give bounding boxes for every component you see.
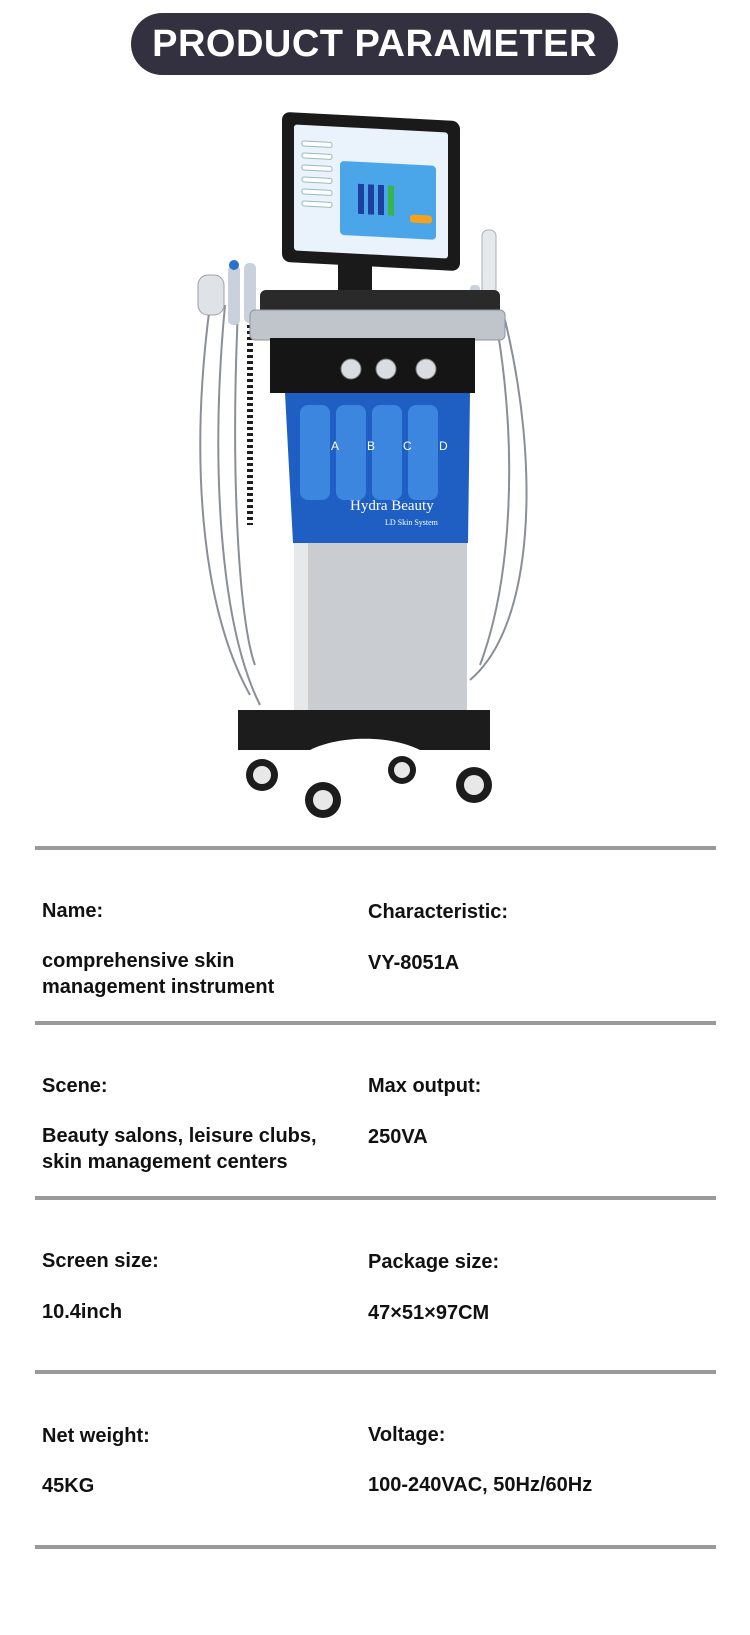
param-label-name: Name: [42,900,104,922]
param-value-name: comprehensive skin management instrument [42,950,275,998]
param-label-screen-size: Screen size: [42,1250,159,1272]
param-value-net-weight: 45KG [42,1475,95,1497]
param-label-max-output: Max output: [368,1075,482,1097]
brand-label: Hydra Beauty [350,498,434,514]
wheel [246,756,492,818]
param-label-scene: Scene: [42,1075,108,1097]
divider [35,1370,716,1374]
param-value-screen-size: 10.4inch [42,1301,123,1323]
control-knob [341,359,436,379]
param-label-voltage: Voltage: [368,1424,446,1446]
divider [35,1196,716,1200]
page-title: PRODUCT PARAMETER [152,22,597,65]
param-value-package-size: 47×51×97CM [368,1302,490,1324]
divider [35,1545,716,1549]
svg-text:A: A [331,439,340,453]
param-value-voltage: 100-240VAC, 50Hz/60Hz [368,1474,593,1496]
param-label-characteristic: Characteristic: [368,901,509,923]
title-banner [131,13,618,75]
svg-text:B: B [367,439,376,453]
param-value-characteristic: VY-8051A [368,952,460,974]
svg-text:C: C [403,439,412,453]
param-label-net-weight: Net weight: [42,1425,150,1447]
param-value-max-output: 250VA [368,1126,428,1148]
product-image [190,105,570,865]
touch-screen [282,112,460,271]
param-value-scene: Beauty salons, leisure clubs, skin management centers [42,1125,317,1173]
svg-text:D: D [439,439,448,453]
param-label-package-size: Package size: [368,1251,500,1273]
water-tank [285,393,470,543]
brand-sublabel: LD Skin System [385,518,438,527]
handpiece-left [198,260,256,325]
divider [35,1021,716,1025]
divider [35,846,716,850]
